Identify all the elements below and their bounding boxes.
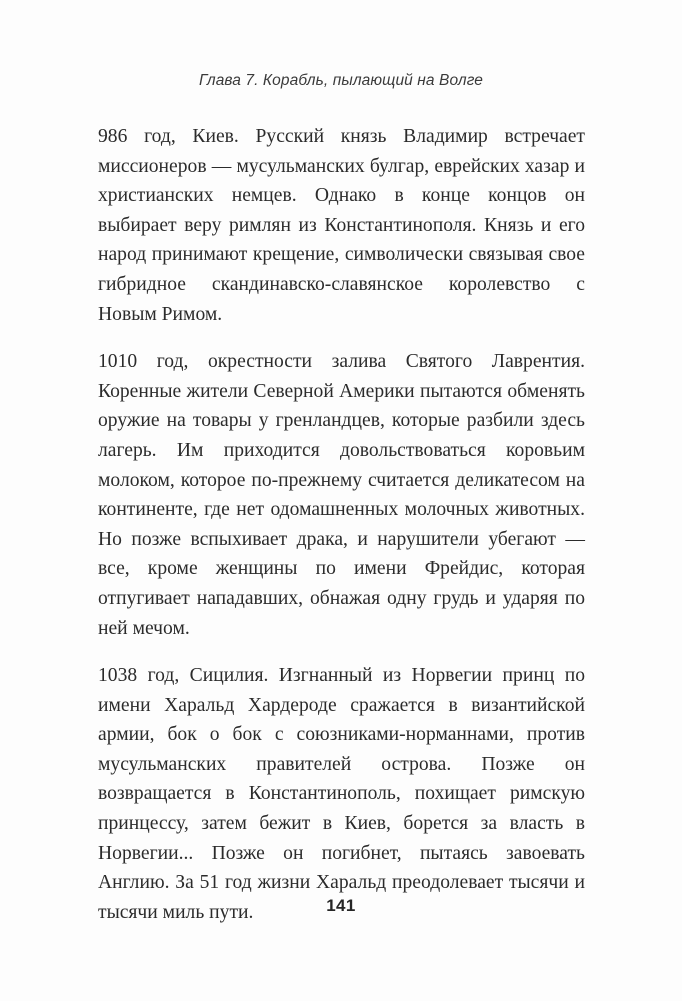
body-paragraph: 986 год, Киев. Русский князь Владимир встречает миссионеров — мусульманских булгар, еврейских хазар и христианских немцев. Однако в конце концов он выбирает веру римлян из Константинополя. Князь и его народ принимают крещение, символически связывая свое гибридное скандинавско-славянское королевство с Новым Римом.	[98, 126, 585, 325]
body-paragraph: 1010 год, окрестности залива Святого Лаврентия. Коренные жители Северной Америки пытаются обменять оружие на товары у гренландцев, которые разбили здесь лагерь. Им приходится довольствоваться коровьим молоком, которое по-прежнему считается деликатесом на континенте, где нет одомашненных молочных животных. Но позже вспыхивает драка, и нарушители убегают — все, кроме женщины по имени Фрейдис, которая отпугивает нападавших, обнажая одну грудь и ударяя по ней мечом.	[98, 351, 585, 639]
page-number: 141	[326, 896, 356, 915]
running-head-chapter-title: Глава 7. Корабль, пылающий на Волге	[199, 72, 483, 89]
body-text-column	[98, 122, 585, 927]
body-paragraph: 1038 год, Сицилия. Изгнанный из Норвегии принц по имени Харальд Хардероде сражается в византийской армии, бок о бок с союзниками-норманнами, против мусульманских правителей острова. Позже он возвращается в Константинополь, похищает римскую принцессу, затем бежит в Киев, борется за власть в Норвегии... Позже он погибнет, пытаясь завоевать Англию. За 51 год жизни Харальд преодолевает тысячи и тысячи миль пути.	[98, 665, 585, 923]
